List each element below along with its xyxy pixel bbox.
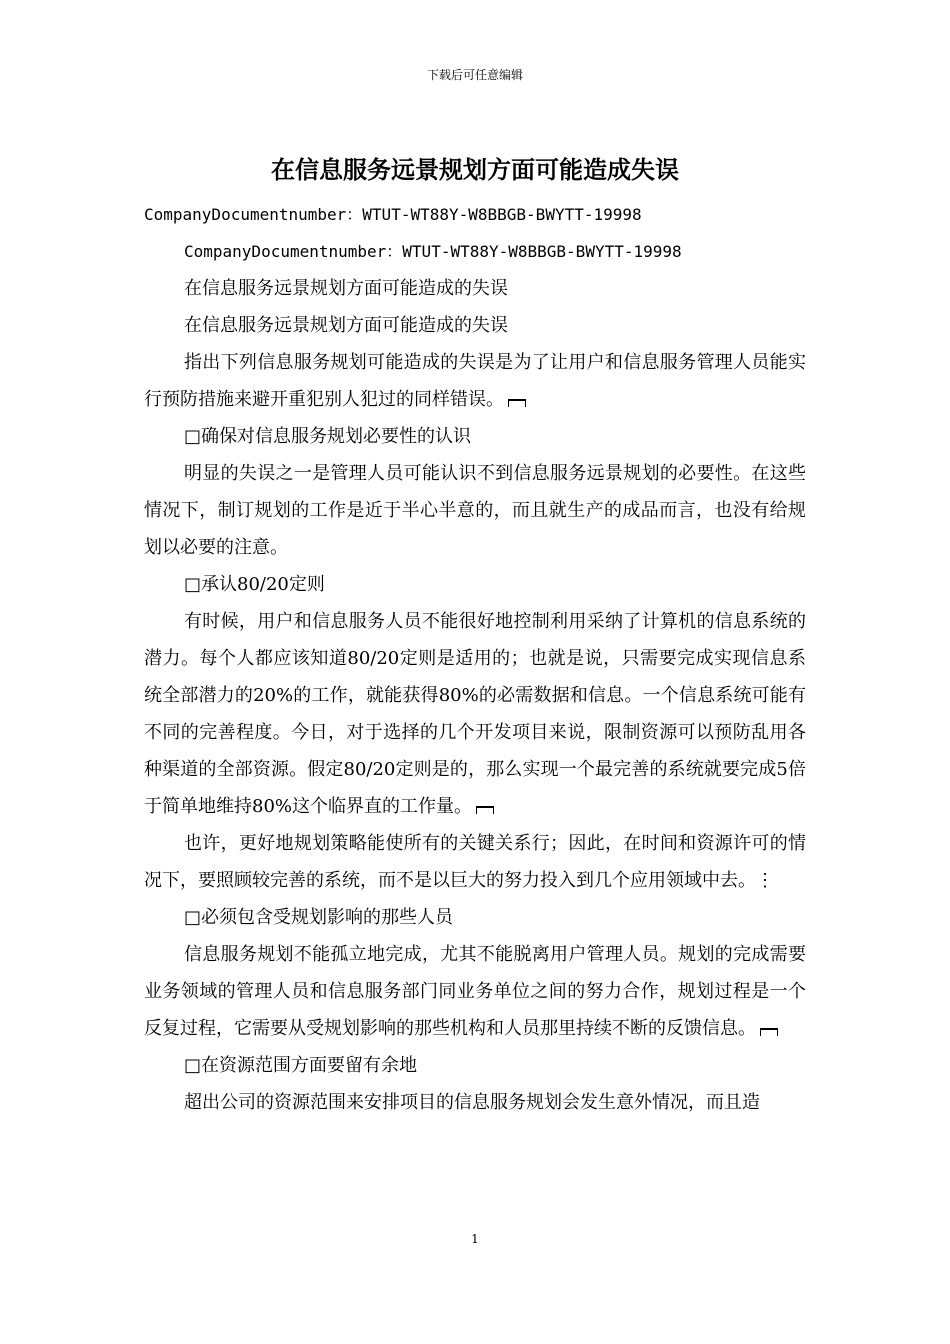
paragraph-mark-icon <box>508 399 526 407</box>
section-3-paragraph <box>144 936 806 1047</box>
section-3-text: 信息服务规划不能孤立地完成，尤其不能脱离用户管理人员。规划的完成需要业务领域的管理人员和信息服务部门同业务单位之间的努力合作，规划过程是一个反复过程，它需要从受规划影响的那些机构和人员那里持续不断的反馈信息。 <box>144 944 806 1039</box>
section-2-text-1: 有时候，用户和信息服务人员不能很好地控制利用采纳了计算机的信息系统的潜力。每个人都应该知道80/20定则是适用的；也就是说，只需要完成实现信息系统全部潜力的20%的工作，就能获得80%的必需数据和信息。一个信息系统可能有不同的完善程度。今日，对于选择的几个开发项目来说，限制资源可以预防乱用各种渠道的全部资源。假定80/20定则是的，那么实现一个最完善的系统就要完成5倍于简单地维持80%这个临界直的工作量。 <box>144 611 806 817</box>
paragraph-mark-icon <box>476 806 494 814</box>
section-2-paragraph-2: 也许，更好地规划策略能使所有的关键关系行；因此，在时间和资源许可的情况下，要照顾较完善的系统，而不是以巨大的努力投入到几个应用领域中去。⋮ <box>144 833 806 891</box>
section-1-paragraph: 明显的失误之一是管理人员可能认识不到信息服务远景规划的必要性。在这些情况下，制订规划的工作是近于半心半意的，而且就生产的成品而言，也没有给规划以必要的注意。 <box>144 463 806 558</box>
section-2-paragraph-1 <box>144 603 806 825</box>
company-doc-number-line: CompanyDocumentnumber：WTUT-WT88Y-W8BBGB-BWYTT-19998 <box>144 205 642 224</box>
section-heading-4: □在资源范围方面要留有余地 <box>184 1055 418 1076</box>
company-doc-number-line-indented: CompanyDocumentnumber：WTUT-WT88Y-W8BBGB-BWYTT-19998 <box>184 242 682 261</box>
paragraph-mark-icon <box>760 1028 778 1036</box>
section-heading-3: □必须包含受规划影响的那些人员 <box>184 907 454 928</box>
section-4-paragraph: 超出公司的资源范围来安排项目的信息服务规划会发生意外情况，而且造 <box>184 1092 760 1113</box>
intro-paragraph <box>144 344 806 418</box>
subtitle-paragraph-repeat: 在信息服务远景规划方面可能造成的失误 <box>184 315 508 336</box>
subtitle-paragraph: 在信息服务远景规划方面可能造成的失误 <box>184 278 508 299</box>
intro-text: 指出下列信息服务规划可能造成的失误是为了让用户和信息服务管理人员能实行预防措施来避开重犯别人犯过的同样错误。 <box>144 352 806 410</box>
page-header: 下载后可任意编辑 <box>426 68 523 82</box>
page-number: 1 <box>471 1232 479 1246</box>
document-body <box>144 196 806 1121</box>
section-heading-1: □确保对信息服务规划必要性的认识 <box>184 426 472 447</box>
document-title: 在信息服务远景规划方面可能造成失误 <box>271 156 679 184</box>
section-heading-2: □承认80/20定则 <box>184 574 325 595</box>
